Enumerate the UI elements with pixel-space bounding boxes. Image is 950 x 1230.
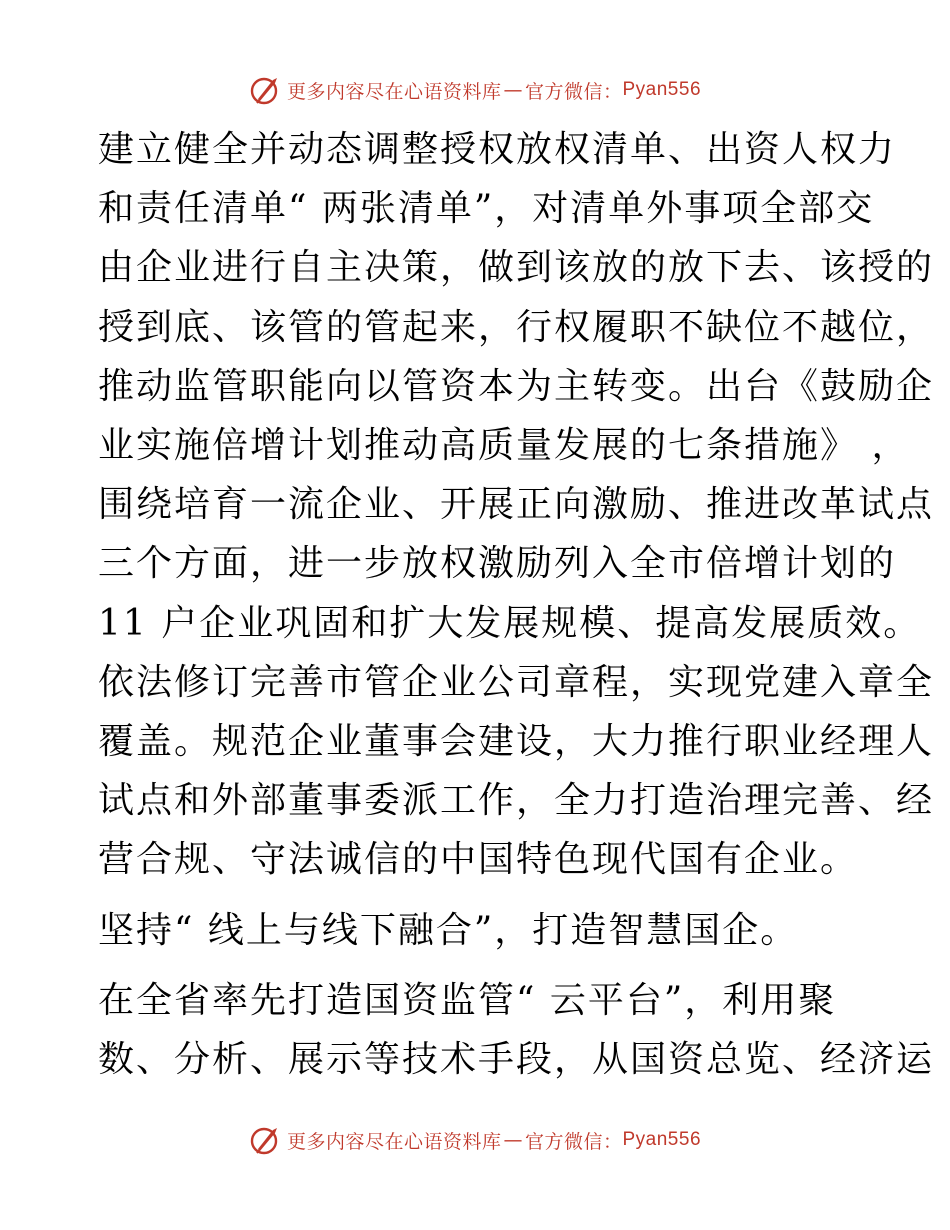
header-banner	[0, 70, 950, 110]
quill-logo-icon	[249, 1123, 283, 1157]
text-line: 业实施倍增计划推动高质量发展的七条措施》 ，	[98, 425, 910, 467]
text-line: 11 户企业巩固和扩大发展规模、提高发展质效。	[98, 602, 922, 644]
text-line: 在全省率先打造国资监管“ 云平台”，利用聚	[98, 979, 837, 1021]
text-line: 授到底、该管的管起来，行权履职不缺位不越位，	[98, 306, 935, 348]
text-line: 建立健全并动态调整授权放权清单、出资人权力	[98, 129, 897, 170]
header-wechat-id: Pyan556	[622, 79, 702, 100]
header-wechat-label: 官方微信：	[524, 80, 623, 103]
text-line: 坚持“ 线上与线下融合”，打造智慧国企。	[98, 909, 799, 951]
text-line: 覆盖。规范企业董事会建设，大力推行职业经理人	[98, 721, 935, 763]
text-line: 推动监管职能向以管资本为主转变。出台《鼓励企	[98, 365, 935, 407]
text-line: 和责任清单“ 两张清单”，对清单外事项全部交	[98, 188, 875, 230]
footer-wechat-label: 官方微信：	[524, 1130, 623, 1153]
footer-banner	[0, 1120, 950, 1160]
paragraph-reform	[98, 120, 935, 890]
document-body	[98, 120, 935, 1089]
text-line: 三个方面，进一步放权激励列入全市倍增计划的	[98, 543, 897, 585]
text-line: 围绕培育一流企业、开展正向激励、推进改革试点	[98, 484, 935, 526]
footer-separator: —	[503, 1129, 523, 1151]
text-line: 由企业进行自主决策，做到该放的放下去、该授的	[98, 247, 935, 289]
footer-brand-text: 更多内容尽在心语资料库	[286, 1130, 502, 1153]
text-line: 营合规、守法诚信的中国特色现代国有企业。	[98, 839, 859, 881]
paragraph-heading-smart-soe	[98, 901, 858, 960]
footer-wechat-id: Pyan556	[622, 1129, 702, 1150]
text-line: 试点和外部董事委派工作，全力打造治理完善、经	[98, 780, 935, 822]
quill-logo-icon	[249, 73, 283, 107]
text-line: 依法修订完善市管企业公司章程，实现党建入章全	[98, 661, 935, 703]
text-line: 数、分析、展示等技术手段，从国资总览、经济运	[98, 1039, 935, 1081]
header-separator: —	[503, 79, 523, 101]
header-brand-text: 更多内容尽在心语资料库	[286, 80, 502, 103]
paragraph-cloud-platform	[98, 971, 935, 1089]
